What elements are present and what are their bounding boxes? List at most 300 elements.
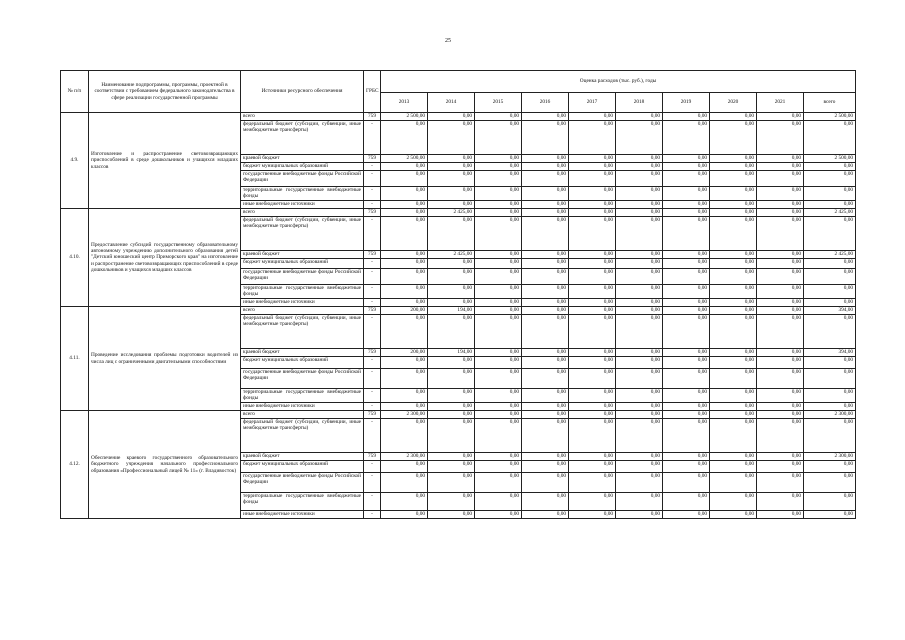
year-value: 0,00 — [757, 403, 804, 411]
grbs-code: - — [364, 187, 381, 201]
year-value: 0,00 — [663, 411, 710, 419]
grbs-code: 759 — [364, 155, 381, 163]
year-value: 0,00 — [616, 403, 663, 411]
page-number: 25 — [445, 38, 451, 44]
funding-source: федеральный бюджет (субсидии, субвенции, иные межбюджетные трансферты) — [241, 419, 364, 453]
year-value: 0,00 — [663, 217, 710, 251]
grbs-code: - — [364, 511, 381, 519]
grbs-code: 759 — [364, 453, 381, 461]
year-value: 0,00 — [428, 187, 475, 201]
year-value: 0,00 — [522, 461, 569, 473]
grbs-code: 759 — [364, 209, 381, 217]
year-value: 0,00 — [522, 411, 569, 419]
year-value: 0,00 — [663, 285, 710, 299]
year-value: 0,00 — [475, 299, 522, 307]
year-value: 0,00 — [663, 187, 710, 201]
year-value: 0,00 — [475, 419, 522, 453]
year-value: 0,00 — [616, 411, 663, 419]
year-value: 0,00 — [616, 269, 663, 285]
year-value: 0,00 — [757, 121, 804, 155]
section-name: Проведение исследования проблемы подготовки водителей из числа лиц с ограниченными двигательными способностями — [89, 307, 241, 411]
header-year: 2014 — [428, 93, 475, 113]
year-value: 0,00 — [569, 285, 616, 299]
total-value: 2 300,00 — [804, 453, 856, 461]
funding-source: федеральный бюджет (субсидии, субвенции, иные межбюджетные трансферты) — [241, 315, 364, 349]
grbs-code: - — [364, 473, 381, 493]
year-value: 0,00 — [381, 163, 428, 171]
year-value: 0,00 — [663, 155, 710, 163]
year-value: 0,00 — [663, 357, 710, 369]
year-value: 0,00 — [757, 251, 804, 259]
year-value: 0,00 — [569, 217, 616, 251]
year-value: 0,00 — [569, 299, 616, 307]
section-name: Обеспечение краевого государственного образовательного бюджетного учреждения начального профессионального образования «Профессиональный лицей № 11» (г. Владивосток) — [89, 411, 241, 519]
year-value: 0,00 — [616, 155, 663, 163]
year-value: 0,00 — [616, 259, 663, 269]
year-value: 0,00 — [616, 357, 663, 369]
year-value: 0,00 — [428, 121, 475, 155]
year-value: 0,00 — [616, 299, 663, 307]
year-value: 0,00 — [428, 269, 475, 285]
year-value: 0,00 — [522, 315, 569, 349]
header-year: 2021 — [757, 93, 804, 113]
grbs-code: - — [364, 299, 381, 307]
year-value: 0,00 — [381, 201, 428, 209]
year-value: 0,00 — [663, 171, 710, 187]
year-value: 0,00 — [757, 113, 804, 121]
funding-source: иные внебюджетные источники — [241, 299, 364, 307]
year-value: 0,00 — [522, 285, 569, 299]
year-value: 0,00 — [475, 453, 522, 461]
year-value: 0,00 — [663, 259, 710, 269]
year-value: 0,00 — [381, 259, 428, 269]
grbs-code: - — [364, 285, 381, 299]
grbs-code: - — [364, 121, 381, 155]
year-value: 0,00 — [569, 209, 616, 217]
grbs-code: - — [364, 163, 381, 171]
year-value: 0,00 — [569, 155, 616, 163]
year-value: 0,00 — [663, 251, 710, 259]
header-year: 2015 — [475, 93, 522, 113]
year-value: 0,00 — [616, 209, 663, 217]
year-value: 0,00 — [381, 187, 428, 201]
total-value: 0,00 — [804, 121, 856, 155]
funding-source: иные внебюджетные источники — [241, 403, 364, 411]
grbs-code: - — [364, 419, 381, 453]
funding-source: краевой бюджет — [241, 453, 364, 461]
year-value: 0,00 — [569, 511, 616, 519]
year-value: 0,00 — [757, 493, 804, 511]
year-value: 0,00 — [475, 187, 522, 201]
table-row — [61, 209, 856, 217]
year-value: 0,00 — [569, 419, 616, 453]
year-value: 0,00 — [710, 493, 757, 511]
grbs-code: - — [364, 201, 381, 209]
total-value: 2 425,00 — [804, 209, 856, 217]
total-value: 0,00 — [804, 315, 856, 349]
year-value: 0,00 — [522, 511, 569, 519]
year-value: 0,00 — [757, 315, 804, 349]
year-value: 0,00 — [428, 201, 475, 209]
year-value: 0,00 — [710, 155, 757, 163]
year-value: 0,00 — [710, 171, 757, 187]
total-value: 0,00 — [804, 259, 856, 269]
year-value: 0,00 — [710, 259, 757, 269]
year-value: 0,00 — [475, 357, 522, 369]
table-row — [61, 307, 856, 315]
year-value: 0,00 — [428, 299, 475, 307]
total-value: 0,00 — [804, 473, 856, 493]
total-value: 0,00 — [804, 217, 856, 251]
year-value: 0,00 — [381, 285, 428, 299]
year-value: 0,00 — [428, 511, 475, 519]
year-value: 0,00 — [710, 299, 757, 307]
total-value: 394,00 — [804, 349, 856, 357]
year-value: 0,00 — [381, 217, 428, 251]
year-value: 0,00 — [757, 473, 804, 493]
year-value: 0,00 — [663, 461, 710, 473]
year-value: 0,00 — [663, 163, 710, 171]
year-value: 0,00 — [710, 163, 757, 171]
year-value: 0,00 — [710, 403, 757, 411]
year-value: 0,00 — [522, 217, 569, 251]
year-value: 0,00 — [428, 171, 475, 187]
total-value: 0,00 — [804, 357, 856, 369]
year-value: 0,00 — [710, 357, 757, 369]
year-value: 0,00 — [663, 511, 710, 519]
total-value: 0,00 — [804, 511, 856, 519]
year-value: 0,00 — [569, 259, 616, 269]
year-value: 0,00 — [569, 403, 616, 411]
header-num: № п/п — [61, 71, 89, 113]
total-value: 394,00 — [804, 307, 856, 315]
year-value: 0,00 — [522, 113, 569, 121]
year-value: 0,00 — [475, 315, 522, 349]
year-value: 0,00 — [475, 163, 522, 171]
year-value: 0,00 — [381, 511, 428, 519]
year-value: 0,00 — [522, 259, 569, 269]
year-value: 0,00 — [710, 411, 757, 419]
year-value: 0,00 — [710, 369, 757, 389]
header-year: 2018 — [616, 93, 663, 113]
funding-source: бюджет муниципальных образований — [241, 163, 364, 171]
year-value: 0,00 — [569, 411, 616, 419]
year-value: 0,00 — [710, 209, 757, 217]
funding-source: бюджет муниципальных образований — [241, 259, 364, 269]
funding-source: краевой бюджет — [241, 155, 364, 163]
grbs-code: - — [364, 315, 381, 349]
year-value: 0,00 — [616, 461, 663, 473]
year-value: 0,00 — [757, 259, 804, 269]
year-value: 0,00 — [757, 201, 804, 209]
year-value: 0,00 — [381, 209, 428, 217]
year-value: 0,00 — [475, 121, 522, 155]
year-value: 0,00 — [569, 493, 616, 511]
year-value: 0,00 — [381, 389, 428, 403]
year-value: 0,00 — [522, 187, 569, 201]
year-value: 0,00 — [475, 155, 522, 163]
year-value: 0,00 — [522, 403, 569, 411]
year-value: 0,00 — [428, 357, 475, 369]
year-value: 0,00 — [569, 473, 616, 493]
funding-source: территориальные государственные внебюджетные фонды — [241, 285, 364, 299]
total-value: 0,00 — [804, 369, 856, 389]
year-value: 0,00 — [757, 369, 804, 389]
year-value: 0,00 — [757, 187, 804, 201]
year-value: 0,00 — [569, 113, 616, 121]
year-value: 0,00 — [663, 493, 710, 511]
year-value: 0,00 — [522, 473, 569, 493]
year-value: 0,00 — [616, 121, 663, 155]
year-value: 0,00 — [710, 453, 757, 461]
year-value: 0,00 — [522, 269, 569, 285]
year-value: 0,00 — [663, 201, 710, 209]
year-value: 0,00 — [757, 357, 804, 369]
year-value: 0,00 — [569, 201, 616, 209]
year-value: 0,00 — [381, 461, 428, 473]
grbs-code: - — [364, 357, 381, 369]
year-value: 0,00 — [381, 419, 428, 453]
year-value: 0,00 — [710, 121, 757, 155]
year-value: 0,00 — [522, 299, 569, 307]
total-value: 2 425,00 — [804, 251, 856, 259]
funding-source: территориальные государственные внебюджетные фонды — [241, 493, 364, 511]
year-value: 0,00 — [428, 473, 475, 493]
grbs-code: - — [364, 259, 381, 269]
year-value: 0,00 — [381, 299, 428, 307]
year-value: 0,00 — [475, 171, 522, 187]
year-value: 0,00 — [757, 389, 804, 403]
year-value: 0,00 — [381, 369, 428, 389]
year-value: 0,00 — [616, 217, 663, 251]
year-value: 0,00 — [428, 113, 475, 121]
funding-source: иные внебюджетные источники — [241, 511, 364, 519]
grbs-code: 759 — [364, 251, 381, 259]
year-value: 0,00 — [663, 473, 710, 493]
year-value: 0,00 — [710, 201, 757, 209]
year-value: 0,00 — [381, 121, 428, 155]
section-number: 4.10. — [61, 209, 89, 307]
year-value: 0,00 — [522, 251, 569, 259]
funding-source: краевой бюджет — [241, 349, 364, 357]
grbs-code: 759 — [364, 307, 381, 315]
year-value: 0,00 — [428, 403, 475, 411]
funding-source: всего — [241, 411, 364, 419]
grbs-code: - — [364, 217, 381, 251]
year-value: 0,00 — [757, 299, 804, 307]
grbs-code: - — [364, 403, 381, 411]
year-value: 0,00 — [663, 419, 710, 453]
year-value: 0,00 — [475, 285, 522, 299]
year-value: 0,00 — [428, 419, 475, 453]
year-value: 0,00 — [757, 171, 804, 187]
year-value: 0,00 — [616, 113, 663, 121]
grbs-code: 759 — [364, 113, 381, 121]
grbs-code: 759 — [364, 411, 381, 419]
year-value: 0,00 — [757, 411, 804, 419]
table-row — [61, 113, 856, 121]
year-value: 0,00 — [616, 349, 663, 357]
total-value: 0,00 — [804, 493, 856, 511]
section-name: Предоставление субсидий государственному образовательному автономному учреждению дополнительного образования детей "Детский юношеский центр Приморского края" на изготовление и распространение световозвращающих приспособлений в среде дошкольников и учащихся младших классов — [89, 209, 241, 307]
year-value: 194,00 — [428, 307, 475, 315]
section-number: 4.11. — [61, 307, 89, 411]
header-year: 2019 — [663, 93, 710, 113]
year-value: 0,00 — [710, 389, 757, 403]
funding-source: территориальные государственные внебюджетные фонды — [241, 187, 364, 201]
year-value: 0,00 — [757, 209, 804, 217]
year-value: 0,00 — [757, 217, 804, 251]
year-value: 2 300,00 — [381, 453, 428, 461]
year-value: 0,00 — [428, 163, 475, 171]
year-value: 0,00 — [475, 307, 522, 315]
year-value: 0,00 — [569, 171, 616, 187]
year-value: 0,00 — [428, 155, 475, 163]
year-value: 0,00 — [569, 269, 616, 285]
year-value: 0,00 — [428, 285, 475, 299]
year-value: 0,00 — [381, 357, 428, 369]
header-name: Наименование подпрограммы, программы, проектной в соответствии с требованием федерального законодательства в сфере реализации государственной программы — [89, 71, 241, 113]
year-value: 0,00 — [475, 113, 522, 121]
year-value: 0,00 — [428, 389, 475, 403]
table-row — [61, 411, 856, 419]
year-value: 0,00 — [569, 187, 616, 201]
header-year: 2013 — [381, 93, 428, 113]
year-value: 0,00 — [475, 349, 522, 357]
year-value: 0,00 — [569, 357, 616, 369]
total-value: 2 500,00 — [804, 155, 856, 163]
year-value: 0,00 — [663, 307, 710, 315]
section-number: 4.9. — [61, 113, 89, 209]
section-name: Изготовление и распространение световозвращающих приспособлений в среде дошкольников и учащихся младших классов — [89, 113, 241, 209]
year-value: 0,00 — [663, 369, 710, 389]
year-value: 0,00 — [569, 307, 616, 315]
total-value: 0,00 — [804, 285, 856, 299]
year-value: 0,00 — [428, 217, 475, 251]
grbs-code: - — [364, 389, 381, 403]
year-value: 194,00 — [428, 349, 475, 357]
year-value: 0,00 — [522, 307, 569, 315]
year-value: 0,00 — [616, 419, 663, 453]
total-value: 0,00 — [804, 299, 856, 307]
funding-source: всего — [241, 307, 364, 315]
year-value: 0,00 — [710, 461, 757, 473]
year-value: 0,00 — [475, 389, 522, 403]
year-value: 200,00 — [381, 307, 428, 315]
total-value: 0,00 — [804, 171, 856, 187]
year-value: 0,00 — [710, 419, 757, 453]
year-value: 0,00 — [569, 121, 616, 155]
year-value: 0,00 — [522, 209, 569, 217]
grbs-code: - — [364, 171, 381, 187]
total-value: 0,00 — [804, 201, 856, 209]
year-value: 0,00 — [522, 357, 569, 369]
funding-source: краевой бюджет — [241, 251, 364, 259]
year-value: 0,00 — [475, 461, 522, 473]
year-value: 0,00 — [569, 349, 616, 357]
funding-source: всего — [241, 209, 364, 217]
year-value: 0,00 — [522, 201, 569, 209]
year-value: 0,00 — [757, 419, 804, 453]
year-value: 0,00 — [475, 269, 522, 285]
year-value: 0,00 — [381, 403, 428, 411]
year-value: 0,00 — [616, 389, 663, 403]
total-value: 0,00 — [804, 389, 856, 403]
year-value: 0,00 — [522, 493, 569, 511]
year-value: 0,00 — [757, 163, 804, 171]
year-value: 0,00 — [522, 121, 569, 155]
year-value: 0,00 — [663, 209, 710, 217]
year-value: 0,00 — [428, 493, 475, 511]
year-value: 0,00 — [616, 171, 663, 187]
funding-source: территориальные государственные внебюджетные фонды — [241, 389, 364, 403]
year-value: 0,00 — [428, 411, 475, 419]
year-value: 0,00 — [475, 201, 522, 209]
year-value: 0,00 — [428, 461, 475, 473]
header-source: Источники ресурсного обеспечения — [241, 71, 364, 113]
year-value: 0,00 — [710, 349, 757, 357]
year-value: 0,00 — [616, 187, 663, 201]
year-value: 0,00 — [569, 251, 616, 259]
year-value: 0,00 — [616, 251, 663, 259]
grbs-code: - — [364, 493, 381, 511]
year-value: 0,00 — [616, 473, 663, 493]
year-value: 0,00 — [616, 315, 663, 349]
total-value: 2 500,00 — [804, 113, 856, 121]
funding-source: бюджет муниципальных образований — [241, 461, 364, 473]
header-year: всего — [804, 93, 856, 113]
year-value: 0,00 — [663, 299, 710, 307]
year-value: 0,00 — [710, 307, 757, 315]
funding-source: бюджет муниципальных образований — [241, 357, 364, 369]
year-value: 0,00 — [522, 419, 569, 453]
grbs-code: - — [364, 461, 381, 473]
total-value: 0,00 — [804, 403, 856, 411]
funding-source: государственные внебюджетные фонды Российской Федерации — [241, 369, 364, 389]
year-value: 0,00 — [663, 315, 710, 349]
year-value: 0,00 — [381, 251, 428, 259]
year-value: 0,00 — [710, 285, 757, 299]
year-value: 0,00 — [569, 163, 616, 171]
grbs-code: - — [364, 269, 381, 285]
year-value: 0,00 — [616, 201, 663, 209]
year-value: 0,00 — [757, 453, 804, 461]
year-value: 0,00 — [569, 389, 616, 403]
year-value: 0,00 — [663, 453, 710, 461]
year-value: 0,00 — [475, 411, 522, 419]
funding-source: государственные внебюджетные фонды Российской Федерации — [241, 473, 364, 493]
year-value: 0,00 — [710, 511, 757, 519]
year-value: 0,00 — [522, 453, 569, 461]
year-value: 0,00 — [475, 511, 522, 519]
grbs-code: 759 — [364, 349, 381, 357]
year-value: 0,00 — [710, 315, 757, 349]
header-grbs: ГРБС — [364, 71, 381, 113]
year-value: 0,00 — [569, 369, 616, 389]
year-value: 2 500,00 — [381, 155, 428, 163]
section-number: 4.12. — [61, 411, 89, 519]
total-value: 0,00 — [804, 187, 856, 201]
year-value: 0,00 — [475, 369, 522, 389]
funding-source: федеральный бюджет (субсидии, субвенции, иные межбюджетные трансферты) — [241, 217, 364, 251]
funding-source: государственные внебюджетные фонды Российской Федерации — [241, 269, 364, 285]
year-value: 2 500,00 — [381, 113, 428, 121]
year-value: 0,00 — [663, 113, 710, 121]
year-value: 0,00 — [710, 113, 757, 121]
year-value: 0,00 — [522, 349, 569, 357]
funding-source: всего — [241, 113, 364, 121]
year-value: 0,00 — [757, 285, 804, 299]
